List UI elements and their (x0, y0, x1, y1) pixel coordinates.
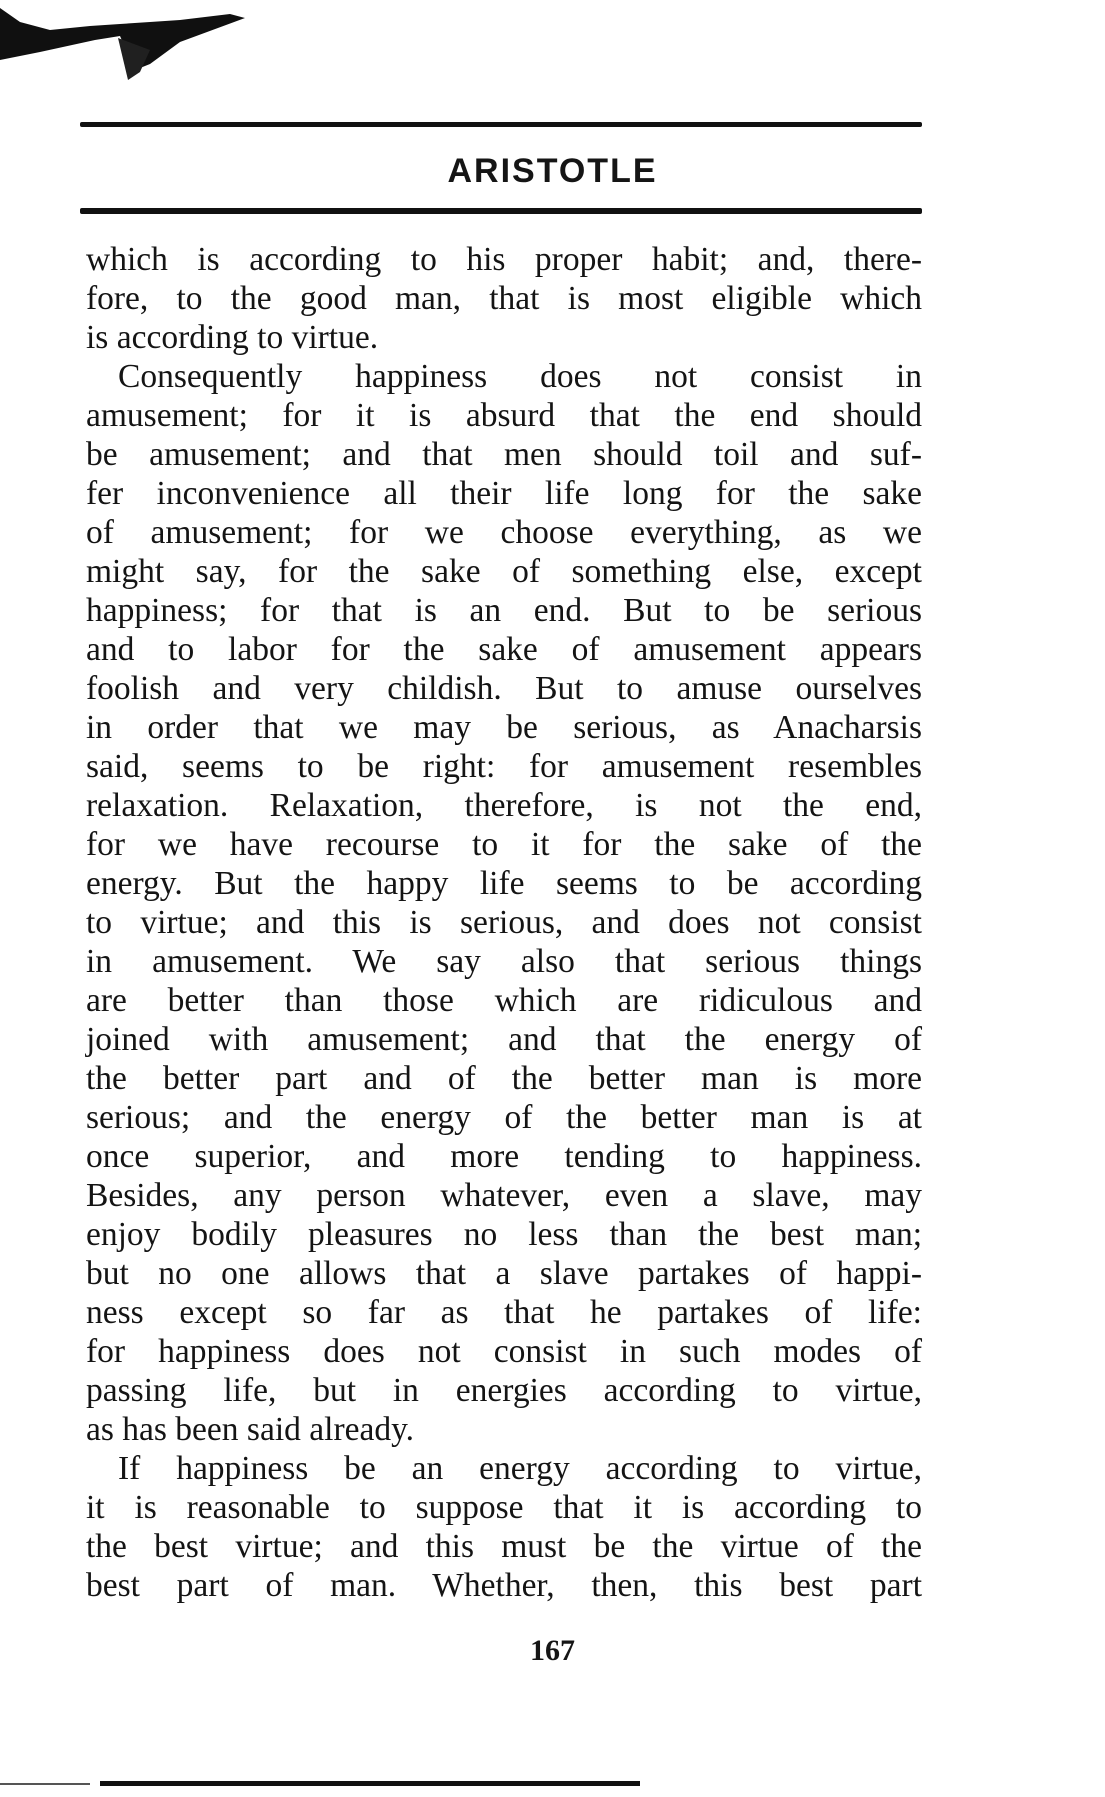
text-line: once superior, and more tending to happiness. (86, 1138, 922, 1175)
text-line: for happiness does not consist in such modes of (86, 1333, 922, 1370)
text-line: If happiness be an energy according to virtue, (118, 1450, 922, 1487)
text-line: enjoy bodily pleasures no less than the best man; (86, 1216, 922, 1253)
text-line: ness except so far as that he partakes of life: (86, 1294, 922, 1331)
text-line: for we have recourse to it for the sake of the (86, 826, 922, 863)
text-line: best part of man. Whether, then, this best part (86, 1567, 922, 1604)
text-line: be amusement; and that men should toil and suf- (86, 436, 922, 473)
text-line: the best virtue; and this must be the virtue of the (86, 1528, 922, 1565)
text-line: as has been said already. (86, 1411, 415, 1448)
text-line: to virtue; and this is serious, and does not consist (86, 904, 922, 941)
text-line: in order that we may be serious, as Anacharsis (86, 709, 922, 746)
text-line: energy. But the happy life seems to be according (86, 865, 922, 902)
text-line: fore, to the good man, that is most eligible which (86, 280, 922, 317)
text-line: amusement; for it is absurd that the end should (86, 397, 922, 434)
scan-footer-mark (0, 1780, 640, 1788)
text-line: of amusement; for we choose everything, as we (86, 514, 922, 551)
text-line: in amusement. We say also that serious things (86, 943, 922, 980)
text-line: and to labor for the sake of amusement appears (86, 631, 922, 668)
running-head: ARISTOTLE (447, 152, 658, 190)
text-line: Besides, any person whatever, even a slave, may (86, 1177, 922, 1214)
text-line: but no one allows that a slave partakes of happi- (86, 1255, 922, 1292)
text-line: joined with amusement; and that the energy of (86, 1021, 922, 1058)
text-line: is according to virtue. (86, 319, 379, 356)
text-line: happiness; for that is an end. But to be serious (86, 592, 922, 629)
text-line: which is according to his proper habit; and, there- (86, 241, 922, 278)
text-line: serious; and the energy of the better man is at (86, 1099, 922, 1136)
body-text (86, 240, 922, 1605)
text-line: it is reasonable to suppose that it is according to (86, 1489, 922, 1526)
text-line: fer inconvenience all their life long for the sake (86, 475, 922, 512)
scan-ink-blot (0, 0, 250, 95)
text-line: are better than those which are ridiculous and (86, 982, 922, 1019)
page-number: 167 (530, 1634, 575, 1667)
header-bottom-rule (80, 208, 922, 214)
text-line: relaxation. Relaxation, therefore, is not the end, (86, 787, 922, 824)
text-line: said, seems to be right: for amusement resembles (86, 748, 922, 785)
text-line: foolish and very childish. But to amuse ourselves (86, 670, 922, 707)
text-line: passing life, but in energies according to virtue, (86, 1372, 922, 1409)
header-top-rule (80, 122, 922, 127)
text-line: the better part and of the better man is more (86, 1060, 922, 1097)
text-line: might say, for the sake of something else, except (86, 553, 922, 590)
text-line: Consequently happiness does not consist in (118, 358, 922, 395)
